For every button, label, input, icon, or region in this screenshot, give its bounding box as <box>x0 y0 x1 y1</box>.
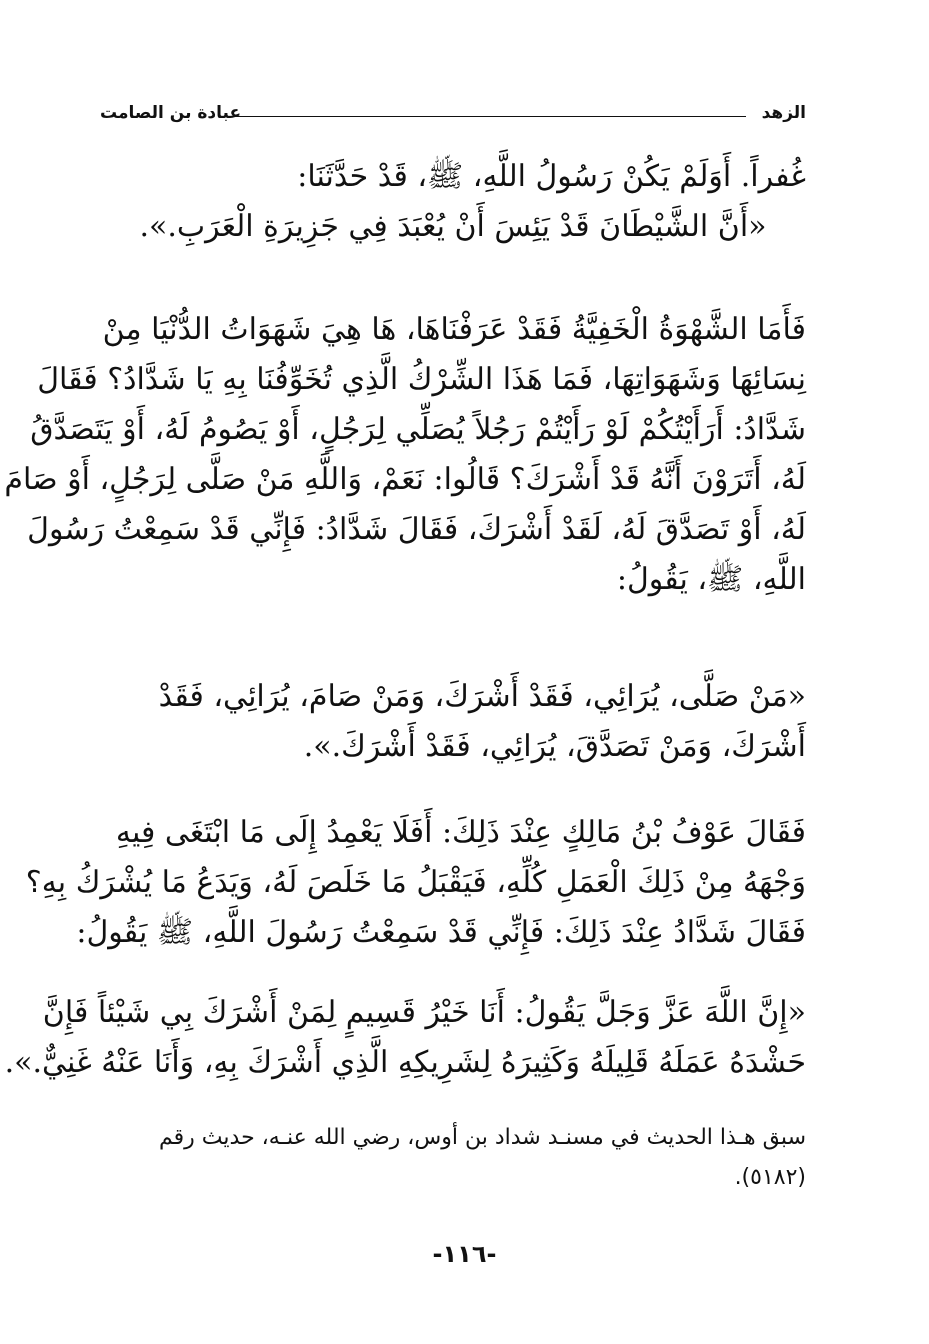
text-line: «إِنَّ اللَّهَ عَزَّ وَجَلَّ يَقُولُ: أَنَا خَيْرُ قَسِيمٍ لِمَنْ أَشْرَكَ بِي شَيْئاً فَإِنَّ <box>42 995 806 1030</box>
text-line: وَجْهَهُ مِنْ ذَلِكَ الْعَمَلِ كُلِّهِ، فَيَقْبَلُ مَا خَلَصَ لَهُ، وَيَدَعُ مَا يُشْرَكُ بِهِ؟ <box>25 865 806 900</box>
text-line: أَشْرَكَ، وَمَنْ تَصَدَّقَ، يُرَائِي، فَقَدْ أَشْرَكَ.». <box>303 729 806 764</box>
paragraph-2 <box>4 305 806 605</box>
text-line: نِسَائِهَا وَشَهَوَاتِهَا، فَمَا هَذَا الشِّرْكُ الَّذِي تُخَوِّفُنَا بِهِ يَا شَدَّادُ؟ فَقَالَ <box>37 362 806 397</box>
paragraph-5-hadith <box>4 988 806 1088</box>
paragraph-4 <box>25 808 806 958</box>
hadith-quote: «أَنَّ الشَّيْطَانَ قَدْ يَئِسَ أَنْ يُعْبَدَ فِي جَزِيرَةِ الْعَرَبِ.». <box>139 209 767 244</box>
paragraph-1 <box>100 152 806 252</box>
text-line: فَقَالَ عَوْفُ بْنُ مَالِكٍ عِنْدَ ذَلِكَ: أَفَلَا يَعْمِدُ إِلَى مَا ابْتَغَى فِيهِ <box>115 815 806 850</box>
running-header <box>100 103 806 129</box>
text-line: لَهُ، أَتَرَوْنَ أَنَّهُ قَدْ أَشْرَكَ؟ قَالُوا: نَعَمْ، وَاللَّهِ مَنْ صَلَّى لِرَجُلٍ، أَوْ صَامَ <box>4 462 806 497</box>
footnote-line: سبق هـذا الحديث في مسنـد شداد بن أوس، رضي الله عنـه، حديث رقم <box>159 1125 806 1150</box>
header-book-title: الزهد <box>761 103 806 123</box>
text-line: حَشْدَهُ عَمَلَهُ قَلِيلَهُ وَكَثِيرَهُ لِشَرِيكِهِ الَّذِي أَشْرَكَ بِهِ، وَأَنَا عَنْهُ غَنِيٌّ.». <box>4 1045 806 1080</box>
text-line: فَأَمَا الشَّهْوَةُ الْخَفِيَّةُ فَقَدْ عَرَفْنَاهَا، هَا هِيَ شَهَوَاتُ الدُّنْيَا مِنْ <box>102 312 806 347</box>
text-line: فَقَالَ شَدَّادُ عِنْدَ ذَلِكَ: فَإِنِّي قَدْ سَمِعْتُ رَسُولَ اللَّهِ، ﷺ يَقُولُ: <box>76 915 806 950</box>
text-line: لَهُ، أَوْ تَصَدَّقَ لَهُ، لَقَدْ أَشْرَكَ، فَقَالَ شَدَّادُ: فَإِنِّي قَدْ سَمِعْتُ رَسُولَ <box>27 512 806 547</box>
header-chapter-title: عبادة بن الصامت <box>100 103 242 123</box>
footnote <box>100 1118 806 1198</box>
text-line: غُفراً. أَوَلَمْ يَكُنْ رَسُولُ اللَّهِ، ﷺ، قَدْ حَدَّثَنَا: <box>297 159 806 194</box>
footnote-line: (٥١٨٢). <box>734 1165 806 1190</box>
text-line: «مَنْ صَلَّى، يُرَائِي، فَقَدْ أَشْرَكَ، وَمَنْ صَامَ، يُرَائِي، فَقَدْ <box>158 679 806 714</box>
text-line: اللَّهِ، ﷺ، يَقُولُ: <box>616 562 806 597</box>
page-number: -١١٦- <box>432 1240 497 1268</box>
text-line: شَدَّادُ: أَرَأَيْتُكُمْ لَوْ رَأَيْتُمْ رَجُلاً يُصَلِّي لِرَجُلٍ، أَوْ يَصُومُ لَهُ، أَوْ يَتَصَدَّقُ <box>30 412 806 447</box>
header-rule <box>218 116 746 117</box>
paragraph-3-hadith <box>100 672 806 772</box>
